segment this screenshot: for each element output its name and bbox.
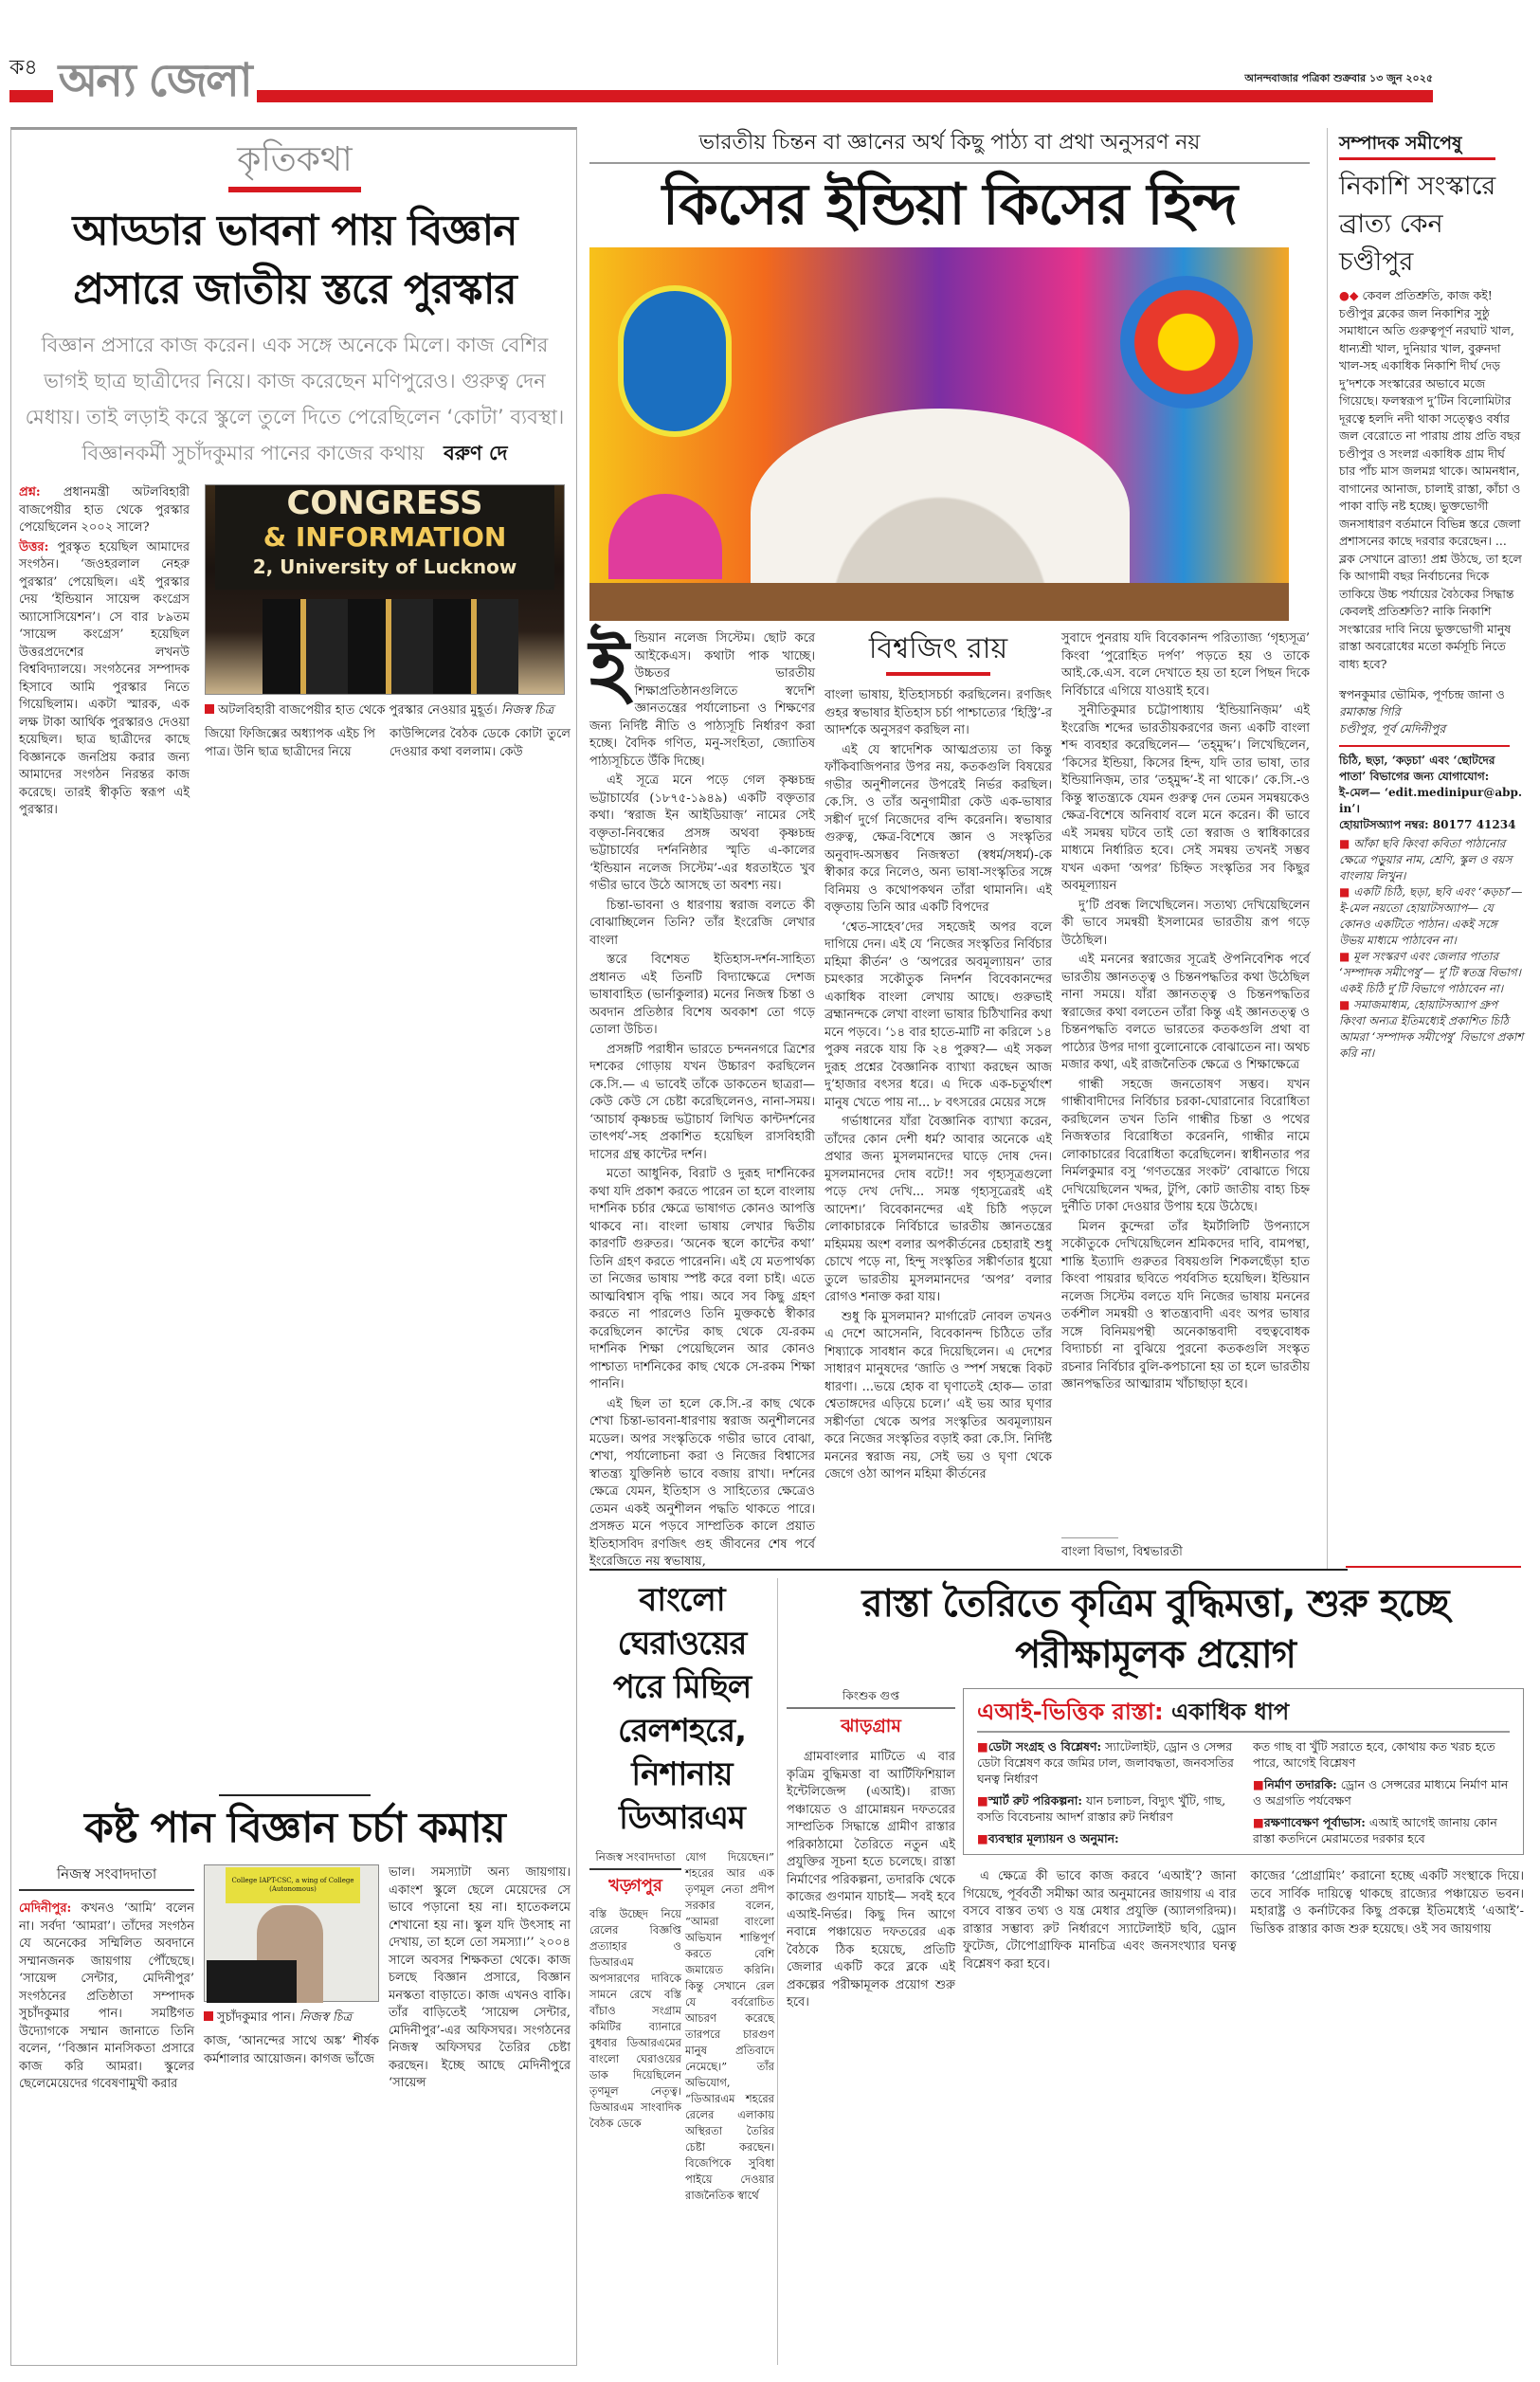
answer-label: উত্তর: xyxy=(19,539,49,555)
award-photo xyxy=(205,484,565,695)
lotus-motif xyxy=(608,494,722,579)
kritikatha-underline xyxy=(228,187,361,192)
feature-col2 xyxy=(824,687,1052,1561)
paragraph: দু’টি প্রবন্ধ লিখেছিলেন। সত্যথ্য দেখিয়েছিলেন কী ভাবে সমন্বয়ী ইসলামের ভারতীয় রূপ গড়ে উঠেছিল। xyxy=(1061,898,1310,948)
kritikatha-region xyxy=(19,137,571,1787)
question-text: প্রধানমন্ত্রী অটলবিহারী বাজপেয়ীর হাত থেকে পুরস্কার পেয়েছিলেন ২০০২ সালে? xyxy=(19,485,190,535)
podium xyxy=(207,1960,297,2003)
box-title-black: একাধিক ধাপ xyxy=(1170,1699,1290,1725)
signature-line: স্বপনকুমার ভৌমিক, পূর্ণচন্দ্র জানা ও xyxy=(1339,687,1505,701)
letter-bullet-icon: ●◆ xyxy=(1339,288,1359,302)
photo-credit: নিজস্ব চিত্র xyxy=(299,2010,353,2025)
feature-region xyxy=(589,128,1310,1569)
rail-col2-text: যোগ দিয়েছেন।” শহরের আর এক তৃণমূল নেতা প্রদীপ সরকার বলেন, “আমরা বাংলো অভিযান শান্তিপূর্ণ করতে বেশি জমায়েত করিনি। কিন্তু সেখানে রেল যে বর্বরোচিত আচরণ করেছে তারপরে চারগুণ মানুষ প্রতিবাদে নেমেছে।” তাঁর অভিযোগ, “ডিআরএম শহরের রেলের এলাকায় অস্থিরতা তৈরির চেষ্টা করছেন। বিজেপিকে সুবিধা পাইয়ে দেওয়ার রাজনৈতিক স্বার্থে xyxy=(685,1850,774,2202)
suchand-caption xyxy=(204,2009,379,2026)
feature-col3 xyxy=(1061,630,1310,1530)
letters-headline: নিকাশি সংস্কারে ব্রাত্য কেন চণ্ডীপুর xyxy=(1339,172,1496,277)
deck-text: বিজ্ঞান প্রসারে কাজ করেন। এক সঙ্গে অনেকে মিলে। কাজ বেশির ভাগই ছাত্র ছাত্রীদের নিয়ে। কাজ করেছেন মণিপুরেও। গুরুত্ব দেন মেধায়। তাই লড়াই করে স্কুলে তুলে দিতে পেরেছিলেন ‘কোটা’ ব্যবস্থা। বিজ্ঞানকর্মী সুচাঁদকুমার পানের কাজের কথায় xyxy=(25,334,565,464)
kosto-col2-text: কাজ, ‘আনন্দের সাথে অঙ্ক’ শীর্ষক কর্মশালার আয়োজন। কাগজ ভাঁজে xyxy=(204,2034,379,2066)
ai-road-region xyxy=(787,1578,1524,2363)
box-title-red: এআই-ভিত্তিক রাস্তা: xyxy=(977,1699,1164,1725)
col2-text: জিয়ো ফিজিক্সের অধ্যাপক এইচ পি পাত্র। উনি ছাত্র ছাত্রীদের নিয়ে xyxy=(205,727,375,759)
feature-illustration xyxy=(589,247,1289,621)
paragraph: এই ছিল তা হলে কে.সি.-র কাছ থেকে শেখা চিন্তা-ভাবনা-ধারণায় স্বরাজ অনুশীলনের মডেল। অপর সংস্কৃতিকে গভীর ভাবে বোঝা, শেখা, পর্যালোচনা করা ও নিজের বিশ্বাসের স্বাতন্ত্র্য যুক্তিনিষ্ঠ ভাবে বজায় রাখা। দর্শনের ক্ষেত্রে যেমন, ইতিহাস ও সাহিত্যের ক্ষেত্রেও তেমন একই অনুশীলন পদ্ধতি থাকতে পারে। প্রসঙ্গত মনে পড়বে সাম্প্রতিক কালে প্রয়াত ইতিহাসবিদ রণজিৎ গুহ জীবনের শেষ পর্বে ইংরেজিতে নয় স্বভাষায়, xyxy=(589,1396,815,1569)
rail-region xyxy=(589,1578,774,2363)
paragraph: সুবাদে পুনরায় যদি বিবেকানন্দ পরিত্যাজ্য ‘গৃহ্যসূত্র’ কিংবা ‘পুরোহিত দর্পণ’ পড়তে হয় ও তাকে আই.কে.এস. বলে দেখাতে হয় তা হলে পিছন দিকে নির্বিচারে এগিয়ে যাওয়াই হবে। xyxy=(1061,631,1310,699)
feature-author: বিশ্বজিৎ রায় xyxy=(868,632,1008,665)
kicker-rule xyxy=(589,162,1310,164)
ai-road-col3-text: কাজের ‘প্রোগ্রামিং’ করানো হচ্ছে একটি সংস্থাকে দিয়ে। তবে সার্বিক দায়িত্বে থাকছে রাজ্যের পঞ্চায়েত ভবন। মহারাষ্ট্র ও কর্নাটকের কিছু প্রকল্পে ইতিমধ্যেই ‘এআই’-ভিত্তিক রাস্তার কাজ শুরু হয়েছে। ওই সব জায়গায় xyxy=(1250,1869,1524,1937)
paragraph: গর্ভাধানের যাঁরা বৈজ্ঞানিক ব্যাখ্যা করেন, তাঁদের কোন দেশী ধর্ম? আবার অনেকে এই প্রথার জন্য মুসলমানদের ঘাড়ে দোষ দেন। মুসলমানদের দোষ বটে!! সব গৃহ্যসূত্রগুলো পড়ে দেখ দেখি... সমস্ত গৃহ্যসূত্রেরই এই আদেশ।’ বিবেকানন্দের এই চিঠি পড়লে লোকাচারকে নির্বিচারে ভারতীয় জ্ঞানতন্ত্রের মহিমময় অংশ বলার অপকীর্তনের চেহারাই শুধু চোখে পড়ে না, হিন্দু সংস্কৃতির সঙ্কীর্ণতার ধুয়ো তুলে ভারতীয় মুসলমানদের ‘অপর’ বলার রোগও শনাক্ত করা যায়। xyxy=(824,1115,1052,1304)
rail-col1-text: বস্তি উচ্ছেদ নিয়ে রেলের বিজ্ঞপ্তি প্রত্যাহার ও ডিআরএম অপসারণের দাবিকে সামনে রেখে বস্তি বাঁচাও সংগ্রাম কমিটির ব্যানারে বুধবার ডিআরএমের বাংলো ঘেরাওয়ের ডাক দিয়েছিলেন তৃণমূল নেতৃত্ব। ডিআরএম সাংবাদিক বৈঠক ডেকে xyxy=(589,1907,681,2130)
paragraph: ‘শ্বেত-সাহেব’দের সহজেই অপর বলে দাগিয়ে দেন। এই যে ‘নিজের সংস্কৃতির নির্বিচার মহিমা কীর্তন’ ও ‘অপরের অবমূল্যায়ন’ তার চমৎকার সকৌতুক নিদর্শন বিবেকানন্দের একাধিক বাংলা লেখায় আছে। গুরুভাই ব্রহ্মানন্দকে লেখা বাংলা ভাষার চিঠিখানির কথা মনে পড়বে। ‘১৪ বার হাতে-মাটি না করিলে ১৪ পুরুষ নরকে যায় কি ২৪ পুরুষ?— এই সকল দুরূহ প্রশ্নের বৈজ্ঞানিক ব্যাখ্যা করছেন আজ দু’হাজার বৎসর ধরে। এ দিকে এক-চতুর্থাংশ মানুষ খেতে পায় না... ৮ বৎসরের মেয়ের সঙ্গে xyxy=(824,919,1052,1110)
letters-body xyxy=(1339,287,1524,675)
paragraph: এই সূত্রে মনে পড়ে গেল কৃষ্ণচন্দ্র ভট্টাচার্যের (১৮৭৫-১৯৪৯) একটি বক্তৃতার কথা। ‘স্বরাজ ইন আইডিয়াজ়’ নামের সেই বক্তৃতা-নিবন্ধের প্রসঙ্গ অথবা কৃষ্ণচন্দ্র ভট্টাচার্যের দর্শননিষ্ঠার স্মৃতি এ-কালের ‘ইন্ডিয়ান নলেজ সিস্টেম’-এর ধরতাইতে খুব গভীর ভাবে উঠে আসছে তা অবশ্য নয়। xyxy=(589,773,815,893)
rail-headline: বাংলো ঘেরাওয়ের পরে মিছিল রেলশহরে, নিশানায় ডিআরএম xyxy=(612,1581,752,1837)
header-left xyxy=(9,51,257,110)
contact-email[interactable]: ই-মেল— ‘edit.medinipur@abp.in’। xyxy=(1339,786,1523,815)
kosto-col1-text: কখনও ‘আমি’ বলেন না। সর্বদা ‘আমরা’। তাঁদের সংগঠন যে অনেকের সম্মিলিত অবদানে সম্মানজনক জায়গায় পৌঁছেছে। ‘সায়েন্স সেন্টার, মেদিনীপুর’ সংগঠনের প্রতিষ্ঠাতা সম্পাদক সুচাঁদকুমার পান। সমষ্টিগত উদ্যোগকে সম্মান জানাতে তিনি বলেন, ‘‘বিজ্ঞান মানসিকতা প্রসারে কাজ করি আমরা। স্কুলের ছেলেমেয়েদের গবেষণামুখী করার xyxy=(19,1901,194,2091)
feature-col1 xyxy=(589,624,815,1569)
rail-col1 xyxy=(589,1906,681,2363)
kritikatha-deck xyxy=(19,327,571,471)
letters-label-underline xyxy=(1339,157,1495,160)
ai-road-col3 xyxy=(1251,1868,1525,2363)
rail-col2 xyxy=(685,1849,774,2363)
ai-road-col2-text: এ ক্ষেত্রে কী ভাবে কাজ করবে ‘এআই’? জানা গিয়েছে, পূর্ববর্তী সমীক্ষা আর অনুমানের জায়গায় এ বার বসবে বাস্তব তথ্য ও যন্ত্র মেধার প্রযুক্তি (অ্যালগরিদম)। রাস্তার সম্ভাব্য রুট নির্ধারণে স্যাটেলাইট ছবি, ড্রোন ফুটেজ, টোপোগ্রাফিক মানচিত্র এবং জনসংখ্যার ঘনত্ব বিশ্লেষণ করা হবে। xyxy=(963,1869,1237,1972)
drop-cap: ই xyxy=(589,624,629,712)
page-number: ক৪ xyxy=(9,51,42,86)
rail-divider xyxy=(777,1578,778,2365)
kosto-col3-text: ভাল। সমস্যাটা অন্য জায়গায়। একাংশ স্কুলে ছেলে মেয়েদের সে ভাবে পড়ানো হয় না। হাতেকলমে শেখানো হয় না। স্কুল যদি উৎসাহ না দেখায়, তা হলে তো সমস্যা।’’ ২০০৪ সালে অবসর শিক্ষকতা থেকে। কাজ চলছে বিজ্ঞান প্রসারে, বিজ্ঞান মনস্কতা বাড়াতে। কাজ এখনও বাকি। তাঁর বাড়িতেই ‘সায়েন্স সেন্টার, মেদিনীপুর’-এর অফিসঘর। সংগঠনের নিজস্ব অফিসঘর তৈরির চেষ্টা করছেন। ইচ্ছে আছে মেদিনীপুরে ‘সায়েন্স xyxy=(389,1865,571,2090)
photo-credit: নিজস্ব চিত্র xyxy=(500,703,554,718)
box-item: ■ব্যবস্থার মূল্যায়ন ও অনুমান: xyxy=(977,1831,1119,1846)
letter-text: কেবল প্রতিশ্রুতি, কাজ কই! চণ্ডীপুর ব্লকের জল নিকাশির সুষ্ঠু সমাধানে অতি গুরুত্বপূর্ণ নরঘাট খাল, ধান্যশ্রী খাল, দুনিয়ার খাল, বুরুনদা খাল-সহ একাধিক নিকাশি দীর্ঘ দেড় দু’দশকে সংস্কারের অভাবে মজে গিয়েছে। ফলস্বরূপ দু’টিন বিলোমিটার দূরত্বে হলদি নদী থাকা সত্ত্বেও বর্ষার জল বেরোতে না পারায় প্রায় প্রতি বছর চণ্ডীপুর ও সংলগ্ন একাধিক গ্রাম দীর্ঘ চার পাঁচ মাস জলমগ্ন থাকে। আমনধান, বাগানের আনাজ, চালাই রাস্তা, কাঁচা ও পাকা বাড়ি নষ্ট হচ্ছে। ভুক্তভোগী জনসাধারণ বর্তমানে বিভিন্ন স্তরে জেলা প্রশাসনের কাছে দরবার করেছেন। ... ব্লক সেখানে ব্রাত্য! প্রশ্ন উঠছে, তা হলে কি আগামী বছর নির্বাচনের দিকে তাকিয়ে উচ্চ পর্যায়ের বৈঠকের সিদ্ধান্ত কেবলই প্রতিশ্রুতি? নাকি নিকাশি সংস্কারের দাবি নিয়ে ভুক্তভোগী মানুষ রাস্তা অবরোধের মতো কর্মসূচি নিতে বাধ্য হবে? xyxy=(1339,288,1522,671)
note-item: ■ মূল সংস্করণ এবং জেলার পাতার ‘সম্পাদক সমীপেষু’— দু’টি স্বতন্ত্র বিভাগ। একই চিঠি দু’টি বিভাগে পাঠাবেন না। xyxy=(1339,950,1521,995)
kosto-region xyxy=(19,1794,571,2360)
rail-dateline: খড়্গপুর xyxy=(608,1876,662,1896)
box-item-continuation: কত গাছ বা খুঁটি সরাতে হবে, কোথায় কত খরচ হতে পারে, আগেই বিশ্লেষণ xyxy=(1253,1739,1495,1770)
letters-rule xyxy=(1339,745,1510,747)
ai-road-col2 xyxy=(963,1868,1237,2363)
affiliation-rule xyxy=(1061,1537,1118,1538)
letters-contact xyxy=(1339,753,1524,1562)
kosto-headline: কষ্ট পান বিজ্ঞান চর্চা কমায় xyxy=(84,1804,505,1852)
kosto-col1 xyxy=(19,1900,194,2360)
paragraph: মতো আধুনিক, বিরাট ও দুরূহ দার্শনিকের কথা যদি প্রকাশ করতে পারেন তা হলে বাংলায় দার্শনিক চর্চার ক্ষেত্রে ভাষাগত কোনও আপত্তি থাকবে না। বাংলা ভাষায় লেখার দ্বিতীয় কারণটি গুরুতর। ‘অনেক স্থলে কান্টের কথা’ তিনি গ্রহণ করতে পারেননি। এই যে মতপার্থক্য তা নিজের ভাষায় স্পষ্ট করে বলা চাই। এতে আত্মবিশ্বাস বৃদ্ধি পায়। অবে সব কিছু গ্রহণ করতে না পারলেও তিনি মুক্তকণ্ঠে স্বীকার করেছিলেন কান্টের কাছ থেকে যে-রকম দার্শনিক শিক্ষা পেয়েছিলেন আর কোনও পাশ্চাত্য দার্শনিকের কাছ থেকে সে-রকম শিক্ষা পাননি। xyxy=(589,1167,815,1391)
answer-text: পুরস্কৃত হয়েছিল আমাদের সংগঠন। ‘জওহরলাল নেহরু পুরস্কার’ পেয়েছিল। এই পুরস্কার দেয় ‘ইন্ডিয়ান সায়েন্স কংগ্রেস অ্যাসোসিয়েশন’। সে বার ৮৯তম ‘সায়েন্স কংগ্রেস’ হয়েছিল উত্তরপ্রদেশের লখনউ বিশ্ববিদ্যালয়ে। সংগঠনের সম্পাদক হিসাবে আমি পুরস্কার নিতে গিয়েছিলাম। একটা স্মারক, এক লক্ষ টাকা আর্থিক পুরস্কারও দেওয়া হয়েছিল। ছাত্র ছাত্রীদের কাছে বিজ্ঞানকে জনপ্রিয় করার জন্য আমাদের সংগঠন নিরন্তর কাজ করেছে। তারই স্বীকৃতি স্বরূপ এই পুরস্কার। xyxy=(19,539,190,817)
feature-headline: কিসের ইন্ডিয়া কিসের হিন্দ xyxy=(661,172,1238,238)
suchand-photo xyxy=(204,1864,379,2002)
ai-road-col1 xyxy=(787,1749,955,2363)
note-item: ■ সমাজমাধ্যম, হোয়াটসঅ্যাপ গ্রুপ কিংবা অন্যত্র ইতিমধ্যেই প্রকাশিত চিঠি আমরা ‘সম্পাদক সমীপেষু’ বিভাগে প্রকাশ করি না। xyxy=(1339,998,1524,1060)
author-affiliation: বাংলা বিভাগ, বিশ্বভারতী xyxy=(1061,1545,1183,1559)
paragraph: সুনীতিকুমার চট্টোপাধ্যায় ‘ইন্ডিয়ানিজ়ম’ এই ইংরেজি শব্দের ভারতীয়করণের জন্য একটি বাংলা শব্দ ব্যবহার করেছিলেন— ‘তহ্‌মুদ্দ’। লিখেছিলেন, ‘কিসের ইন্ডিয়া, কিসের হিন্দ, যদি তার ভাষা, তার ইন্ডিয়ানিজ়ম, তার ‘তহ্‌মুদ্দ’-ই না থাকে।’ কে.সি.-ও কিন্তু স্বাতন্ত্র্যকে যেমন গুরুত্ব দেন তেমন সমন্বয়কেও ক্ষেত্র-বিশেষে অনিবার্য বলে মনে করেন। কী ভাবে এই সমন্বয় ঘটবে তাই তো স্বরাজ ও স্বাধিকারের মাধ্যমে নির্ধারিত হবে। সেই সমন্বয় তখনই সম্ভব যখন একদা ‘অপর’ চিহ্নিত সংস্কৃতির সব কিছুর অবমূল্যায়ন xyxy=(1061,703,1310,893)
caption-marker-icon xyxy=(205,704,214,714)
paragraph: ন্ডিয়ান নলেজ সিস্টেম। ছোট করে আইকেএস। কথাটা পাক খাচ্ছে। উচ্চতর ভারতীয় শিক্ষাপ্রতিষ্ঠানগুলিতে স্বদেশি জ্ঞানতন্ত্রের পর্যালোচনা ও শিক্ষণের জন্য নির্দিষ্ট নীতি ও পাঠ্যসূচি নির্ধারণ করা হচ্ছে। বৈদিক গণিত, মনু-সংহিতা, জ্যোতিষ পাঠ্যসূচিতে উঁকি দিচ্ছে। xyxy=(589,631,815,769)
paragraph: শুধু কি মুসলমান? মার্গারেট নোবল তখনও এ দেশে আসেননি, বিবেকানন্দ চিঠিতে তাঁর শিষ্যাকে সাবধান করে দিয়েছিলেন। এ দেশের সাধারণ মানুষদের ‘জাতি ও স্পর্শ সম্বন্ধে বিকট ধারণা। ...ভয়ে হোক বা ঘৃণাতেই হোক— তারা শ্বেতাঙ্গদের এড়িয়ে চলে।’ এই ভয় আর ঘৃণার সঙ্কীর্ণতা থেকে অপর সংস্কৃতির অবমূল্যায়ন করে নিজের সংস্কৃতির বড়াই করা কে.সি. নির্দিষ্ট মননের স্বরাজ নয়, সেই ভয় ও ঘৃণা থেকে জেগে ওঠা আপন মহিমা কীর্তনের xyxy=(824,1309,1052,1482)
ai-road-headline: রাস্তা তৈরিতে কৃত্রিম বুদ্ধিমত্তা, শুরু হচ্ছে পরীক্ষামূলক প্রয়োগ xyxy=(861,1582,1449,1677)
caption-text: অটলবিহারী বাজপেয়ীর হাত থেকে পুরস্কার নেওয়ার মুহূর্ত। xyxy=(218,703,498,718)
kritikatha-col3 xyxy=(390,726,571,1787)
paragraph: চিন্তা-ভাবনা ও ধারণায় স্বরাজ বলতে কী বোঝাচ্ছিলেন তিনি? তাঁর ইংরেজি লেখার বাংলা xyxy=(589,898,815,948)
award-photo-caption xyxy=(205,702,571,718)
kosto-col2 xyxy=(204,2033,379,2360)
photo-banner: College IAPT-CSC, a wing of College (Autonomous) xyxy=(226,1867,360,1903)
caption-text: সুচাঁদকুমার পান। xyxy=(217,2010,296,2025)
paragraph: এই মননের স্বরাজের সূত্রেই ঔপনিবেশিক পর্বে ভারতীয় জ্ঞানতত্ত্ব ও চিন্তনপদ্ধতির কথা উঠেছিল নানা সময়ে। যাঁরা জ্ঞানতত্ত্ব ও চিন্তনপদ্ধতির স্বরাজের কথা বলতেন তাঁরা কিন্তু এই জ্ঞানতত্ত্ব ও চিন্তনপদ্ধতি বলতে ভারতের কতকগুলি প্রথা বা পাঠ্যের উপর দাগা বুলোনোকে বোঝাতেন না। অথচ মজার কথা, এই রাজনৈতিক ক্ষেত্রে ও শিক্ষাক্ষেত্রে xyxy=(1061,953,1310,1072)
col3-text: কাউন্সিলের বৈঠক ডেকে কোটা তুলে দেওয়ার কথা বললাম। কেউ xyxy=(390,727,571,759)
masthead-date: আনন্দবাজার পত্রিকা শুক্রবার ১৩ জুন ২০২৫ xyxy=(1244,72,1433,84)
paragraph: স্তরে বিশেষত ইতিহাস-দর্শন-সাহিত্য প্রধানত এই তিনটি বিদ্যাক্ষেত্রে দেশজ ভাষাবাহিত (ভার্নাকুলার) মনের নিজস্ব চিন্তা ও অবদান প্রতিষ্ঠার বিশেষ অবকাশ তো গড়ে তোলা উচিত। xyxy=(589,953,815,1037)
letters-section-label: সম্পাদক সমীপেষু xyxy=(1339,133,1462,154)
kosto-byline: নিজস্ব সংবাদদাতা xyxy=(19,1864,194,1891)
signature-place: চণ্ডীপুর, পূর্ব মেদিনীপুর xyxy=(1339,721,1446,736)
peacock-motif xyxy=(618,285,732,437)
paragraph: মিলন কুন্দেরা তাঁর ইমর্টালিটি উপন্যাসে সকৌতুকে দেখিয়েছিলেন শ্রমিকদের দাবি, বামপন্থা, শান্তি ইত্যাদি গুরুতর বিষয়গুলি শিকলছেঁড়া হাত কিংবা পায়রার ছবিতে পর্যবসিত হয়েছিল। ইন্ডিয়ান নলেজ সিস্টেম বলতে যদি নিজের ভাষায় মননের তর্কশীল সমন্বয়ী ও স্বাতন্ত্র্যবাদী এবং অপর ভাষার সঙ্গে বিনিময়পন্থী অনেকান্তবাদী বহুত্ববোধক বিদ্যাচর্চা না বুঝিয়ে পুরনো কতকগুলি সংস্কৃত রচনার নির্বিচার বুলি-কপচানো হয় তা হলে ভারতীয় জ্ঞানপদ্ধতির আত্মারাম খাঁচাছাড়া হবে। xyxy=(1061,1219,1310,1391)
table-edge xyxy=(589,583,1289,621)
kritikatha-headline: আড্ডার ভাবনা পায় বিজ্ঞান প্রসারে জাতীয় স্তরে পুরস্কার xyxy=(72,207,517,314)
kosto-divider xyxy=(219,1794,371,1796)
box-title xyxy=(977,1697,1510,1733)
letters-signature xyxy=(1339,686,1524,737)
rail-byline: নিজস্ব সংবাদদাতা xyxy=(589,1849,681,1870)
paragraph: এই যে স্বাদেশিক আত্মপ্রত্যয় তা কিন্তু ফাঁকিবাজিপনার উপর নয়, কতকগুলি বিষয়ের গভীর অনুশীলনের উপরেই নির্ভর করছিল। কে.সি. ও তাঁর অনুগামীরা কেউ এক-ভাষার সঙ্কীর্ণ দুর্গে নিজেদের বন্দি করেননি। স্বভাষার গুরুত্ব, ক্ষেত্র-বিশেষে জ্ঞান ও সংস্কৃতির অনুবাদ-অসম্ভব নিজস্বতা (স্বধর্ম/সধর্ম)-কে স্বীকার করে নিলেও, অন্য ভাষা-সংস্কৃতির সঙ্গে বিনিময় ও কথোপকথন তাঁরা থামাননি। এই বক্তৃতায় তিনি আর একটি বিপদের xyxy=(824,742,1052,915)
photo-banner xyxy=(215,485,554,590)
letters-bottom-rule xyxy=(1346,1566,1521,1568)
box-item: ■ডেটা সংগ্রহ ও বিশ্লেষণ: স্যাটেলাইট, ড্রোন ও সেন্সর ডেটা বিশ্লেষণ করে জমির ঢাল, জলাবদ্ধতা, জনবসতির ঘনত্ব নির্ধারণ xyxy=(977,1739,1234,1786)
question-label: প্রশ্ন: xyxy=(19,485,41,500)
ai-steps-box xyxy=(963,1688,1524,1855)
sun-motif xyxy=(1120,276,1253,409)
paragraph: বাংলা ভাষায়, ইতিহাসচর্চা করছিলেন। রণজিৎ গুহর স্বভাষার ইতিহাস চর্চা পাশ্চাত্যের ‘হিস্ট্রি’-র আদর্শকে অনুসরণ করছিল না। xyxy=(824,688,1052,737)
note-item: ■ আঁকা ছবি কিংবা কবিতা পাঠানোর ক্ষেত্রে পড়ুয়ার নাম, শ্রেণি, স্কুল ও বয়স বাংলায় লিখুন। xyxy=(1339,837,1513,882)
ai-road-byline: কিংশুক গুপ্ত xyxy=(787,1688,955,1709)
deck-byline: বরুণ দে xyxy=(444,442,508,464)
paragraph: গান্ধী সহজে জনতোষণ সম্ভব। যখন গান্ধীবাদীদের নির্বিচার চরকা-ঘোরানোর বিরোধিতা করছিলেন তখন তিনি গান্ধীর চিন্তা ও পথের নিজস্বতার বিরোধিতা করেননি, গান্ধীর নামে লোকাচারের বিরোধিতা করেছিলেন। স্বাধীনতার পর নির্মলকুমার বসু ‘গণতন্ত্রের সংকট’ বোঝাতে গিয়ে দেখিয়েছিলেন খদ্দর, টুপি, কোট জাতীয় বাহ্য চিহ্ন দুর্নীতি ঢাকা দেওয়ার উপায় হয়ে উঠেছে। xyxy=(1061,1077,1310,1214)
kosto-dateline: মেদিনীপুর: xyxy=(19,1901,72,1916)
kritikatha-col2 xyxy=(205,726,375,1787)
ai-road-col1-text: গ্রামবাংলার মাটিতে এ বার কৃত্রিম বুদ্ধিমত্তা বা আর্টিফিশিয়াল ইন্টেলিজেন্স (এআই)। রাজ্য পঞ্চায়েত ও গ্রামোন্নয়ন দফতরের সাম্প্রতিক সিদ্ধান্তে গ্রামীণ রাস্তার পরিকাঠামো তৈরিতে নতুন এই প্রযুক্তির সূচনা হতে চলেছে। রাস্তা নির্মাণের পরিকল্পনা, তদারকি থেকে কাজের গুণমান যাচাই— সবই হবে এআই-নির্ভর। কিছু দিন আগে নবান্নে পঞ্চায়েত দফতরের এক বৈঠকে ঠিক হয়েছে, প্রতিটি জেলার একটি করে ব্লকে এই প্রকল্পের পরীক্ষামূলক প্রয়োগ শুরু হবে। xyxy=(787,1750,955,2009)
box-item: ■রক্ষণাবেক্ষণ পূর্বাভাস: এআই আগেই জানায় কোন রাস্তা কতদিনে মেরামতের দরকার হবে xyxy=(1253,1815,1497,1846)
caption-marker-icon xyxy=(204,2011,213,2021)
contact-whatsapp: হোয়াটসঅ্যাপ নম্বর: 80177 41234 xyxy=(1339,818,1516,831)
photo-people xyxy=(263,599,518,694)
banner-line-1: CONGRESS xyxy=(286,484,483,522)
letters-region xyxy=(1339,131,1524,1562)
feature-kicker: ভারতীয় চিন্তন বা জ্ঞানের অর্থ কিছু পাঠ্য বা প্রথা অনুসরণ নয় xyxy=(698,131,1201,155)
signature-line-2: রমাকান্ত গিরি xyxy=(1339,704,1401,718)
feature-bottom-rule xyxy=(589,1569,1348,1571)
note-item: ■ একটি চিঠি, ছড়া, ছবি এবং ‘কড়চা’— ই-মেল নয়তো হোয়াটসঅ্যাপ— যে কোনও একটিতে পাঠান। একই সঙ্গে উভয় মাধ্যমে পাঠাবেন না। xyxy=(1339,885,1523,947)
box-item: ■স্মার্ট রুট পরিকল্পনা: যান চলাচল, বিদ্যুৎ খুঁটি, গাছ, বসতি বিবেচনায় আদর্শ রাস্তার রুট নির্ধারণ xyxy=(977,1793,1226,1824)
kosto-col3 xyxy=(389,1864,571,2360)
ai-road-dateline: ঝাড়গ্রাম xyxy=(841,1716,901,1736)
banner-line-3: 2, University of Lucknow xyxy=(252,555,517,578)
paragraph: প্রসঙ্গটি পরাধীন ভারতে চন্দননগরে ত্রিশের দশকের গোড়ায় যখন উচ্চারণ করছিলেন কে.সি.— এ ভাবেই তাঁকে ডাকতেন ছাত্ররা— কেউ কেউ সে চেষ্টা করেছিলেনও, নানা-সময়। ‘আচার্য কৃষ্ণচন্দ্র ভট্টাচার্য লিখিত কান্টদর্শনের তাৎপর্য’-সহ প্রকাশিত হয়েছিল রাসবিহারী দাসের গ্রন্থ কান্টের দর্শন। xyxy=(589,1042,815,1162)
kritikatha-col1 xyxy=(19,484,190,1787)
section-title: অন্য জেলা xyxy=(53,51,257,110)
box-item: ■নির্মাণ তদারকি: ড্রোন ও সেন্সরের মাধ্যমে নির্মাণ মান ও অগ্রগতি পর্যবেক্ষণ xyxy=(1253,1777,1509,1808)
contact-heading: চিঠি, ছড়া, ‘কড়চা’ এবং ‘ছোটদের পাতা’ বিভাগের জন্য যোগাযোগ: xyxy=(1339,754,1495,783)
banner-line-2: & INFORMATION xyxy=(263,521,507,553)
author-underline xyxy=(886,672,990,676)
kritikatha-label: কৃতিকথা xyxy=(237,140,353,179)
letters-divider xyxy=(1327,128,1328,1569)
